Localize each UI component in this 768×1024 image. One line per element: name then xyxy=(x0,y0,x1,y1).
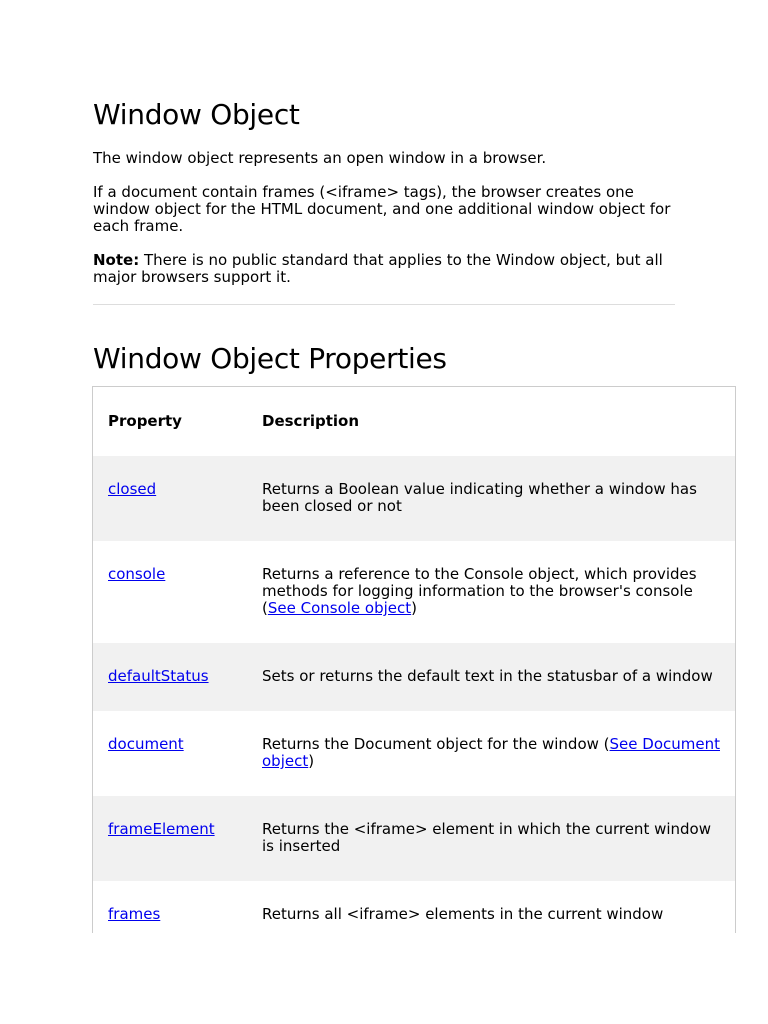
description-cell: Returns a Boolean value indicating whether a window has been closed or not xyxy=(262,480,697,515)
page-title: Window Object xyxy=(93,98,300,131)
properties-table xyxy=(93,387,735,933)
table-row xyxy=(93,796,735,881)
description-cell: Sets or returns the default text in the statusbar of a window xyxy=(262,667,713,685)
property-link-defaultstatus[interactable]: defaultStatus xyxy=(108,667,209,685)
property-link-closed[interactable]: closed xyxy=(108,480,157,498)
properties-heading: Window Object Properties xyxy=(93,342,447,375)
property-cell xyxy=(93,796,262,881)
description-cell xyxy=(262,541,735,643)
table-row xyxy=(93,711,735,796)
table-header-row xyxy=(93,387,735,456)
table-row xyxy=(93,643,735,711)
description-text: Returns the Document object for the window ( xyxy=(262,735,610,753)
note-text: There is no public standard that applies to the Window object, but all major browsers support it. xyxy=(93,251,663,286)
table-row xyxy=(93,881,735,933)
properties-table-container xyxy=(92,386,736,933)
description-cell xyxy=(262,711,735,796)
property-link-console[interactable]: console xyxy=(108,565,166,583)
table-row xyxy=(93,456,735,541)
property-link-document[interactable]: document xyxy=(108,735,184,753)
property-cell xyxy=(93,881,262,933)
property-cell xyxy=(93,643,262,711)
note-label: Note: xyxy=(93,251,140,269)
description-suffix: ) xyxy=(411,599,418,617)
column-header-description: Description xyxy=(262,412,360,430)
section-divider xyxy=(93,304,675,305)
see-console-object-link[interactable]: See Console object xyxy=(267,599,412,617)
property-cell xyxy=(93,456,262,541)
table-row xyxy=(93,541,735,643)
note-paragraph xyxy=(93,252,675,286)
description-cell: Returns the <iframe> element in which the current window is inserted xyxy=(262,820,711,855)
description-cell: Returns all <iframe> elements in the current window xyxy=(262,905,664,923)
see-document-object-link[interactable]: See Document object xyxy=(262,735,720,770)
column-header-property: Property xyxy=(108,412,182,430)
property-link-frameelement[interactable]: frameElement xyxy=(108,820,215,838)
intro-paragraph: The window object represents an open window in a browser. xyxy=(93,149,547,167)
property-cell xyxy=(93,541,262,643)
property-cell xyxy=(93,711,262,796)
description-suffix: ) xyxy=(308,752,315,770)
frames-paragraph: If a document contain frames (<iframe> tags), the browser creates one window object for the HTML document, and one additional window object for each frame. xyxy=(93,183,671,235)
description-text: Returns a reference to the Console object, which provides methods for logging information to the browser's console ( xyxy=(262,565,697,617)
property-link-frames[interactable]: frames xyxy=(108,905,161,923)
